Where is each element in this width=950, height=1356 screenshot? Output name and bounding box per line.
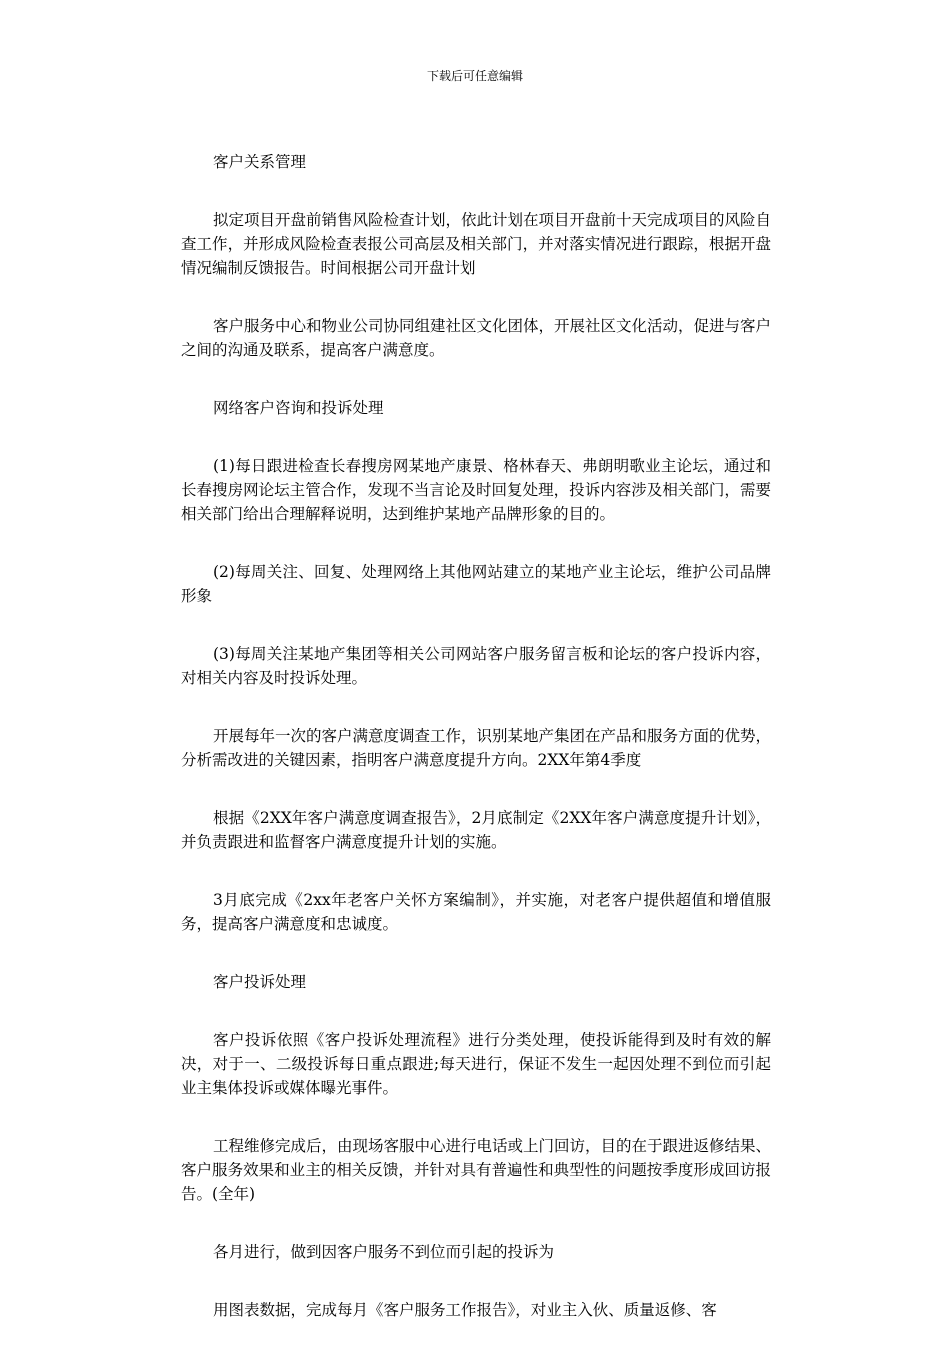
paragraph: 用图表数据，完成每月《客户服务工作报告》，对业主入伙、质量返修、客 — [213, 1301, 717, 1319]
paragraph: 工程维修完成后，由现场客服中心进行电话或上门回访，目的在于跟进返修结果、客户服务效果和业主的相关反馈，并针对具有普遍性和典型性的问题按季度形成回访报告。(全年) — [181, 1137, 772, 1203]
page-header: 下载后可任意编辑 — [426, 69, 523, 83]
paragraph: 客户服务中心和物业公司协同组建社区文化团体，开展社区文化活动，促进与客户之间的沟通及联系，提高客户满意度。 — [181, 317, 772, 359]
paragraph: 根据《2XX年客户满意度调查报告》，2月底制定《2XX年客户满意度提升计划》，并负责跟进和监督客户满意度提升计划的实施。 — [181, 809, 771, 851]
paragraph: 拟定项目开盘前销售风险检查计划，依此计划在项目开盘前十天完成项目的风险自查工作，并形成风险检查表报公司高层及相关部门，并对落实情况进行跟踪，根据开盘情况编制反馈报告。时间根据公司开盘计划 — [181, 211, 772, 277]
section-heading: 网络客户咨询和投诉处理 — [213, 399, 384, 417]
section-heading: 客户投诉处理 — [213, 973, 307, 991]
paragraph: 各月进行，做到因客户服务不到位而引起的投诉为 — [213, 1243, 555, 1261]
paragraph: (1)每日跟进检查长春搜房网某地产康景、格林春天、弗朗明歌业主论坛，通过和长春搜房网论坛主管合作，发现不当言论及时回复处理，投诉内容涉及相关部门，需要相关部门给出合理解释说明，达到维护某地产品牌形象的目的。 — [181, 457, 771, 523]
paragraph: (3)每周关注某地产集团等相关公司网站客户服务留言板和论坛的客户投诉内容，对相关内容及时投诉处理。 — [181, 645, 771, 687]
paragraph: 3月底完成《2xx年老客户关怀方案编制》，并实施，对老客户提供超值和增值服务，提高客户满意度和忠诚度。 — [181, 891, 771, 933]
paragraph: 开展每年一次的客户满意度调查工作，识别某地产集团在产品和服务方面的优势，分析需改进的关键因素，指明客户满意度提升方向。2XX年第4季度 — [181, 727, 772, 769]
section-heading: 客户关系管理 — [213, 153, 307, 171]
paragraph: 客户投诉依照《客户投诉处理流程》进行分类处理，使投诉能得到及时有效的解决，对于一、二级投诉每日重点跟进;每天进行，保证不发生一起因处理不到位而引起业主集体投诉或媒体曝光事件。 — [181, 1031, 771, 1097]
document-body — [181, 150, 771, 1356]
paragraph: (2)每周关注、回复、处理网络上其他网站建立的某地产业主论坛，维护公司品牌形象 — [181, 563, 771, 605]
